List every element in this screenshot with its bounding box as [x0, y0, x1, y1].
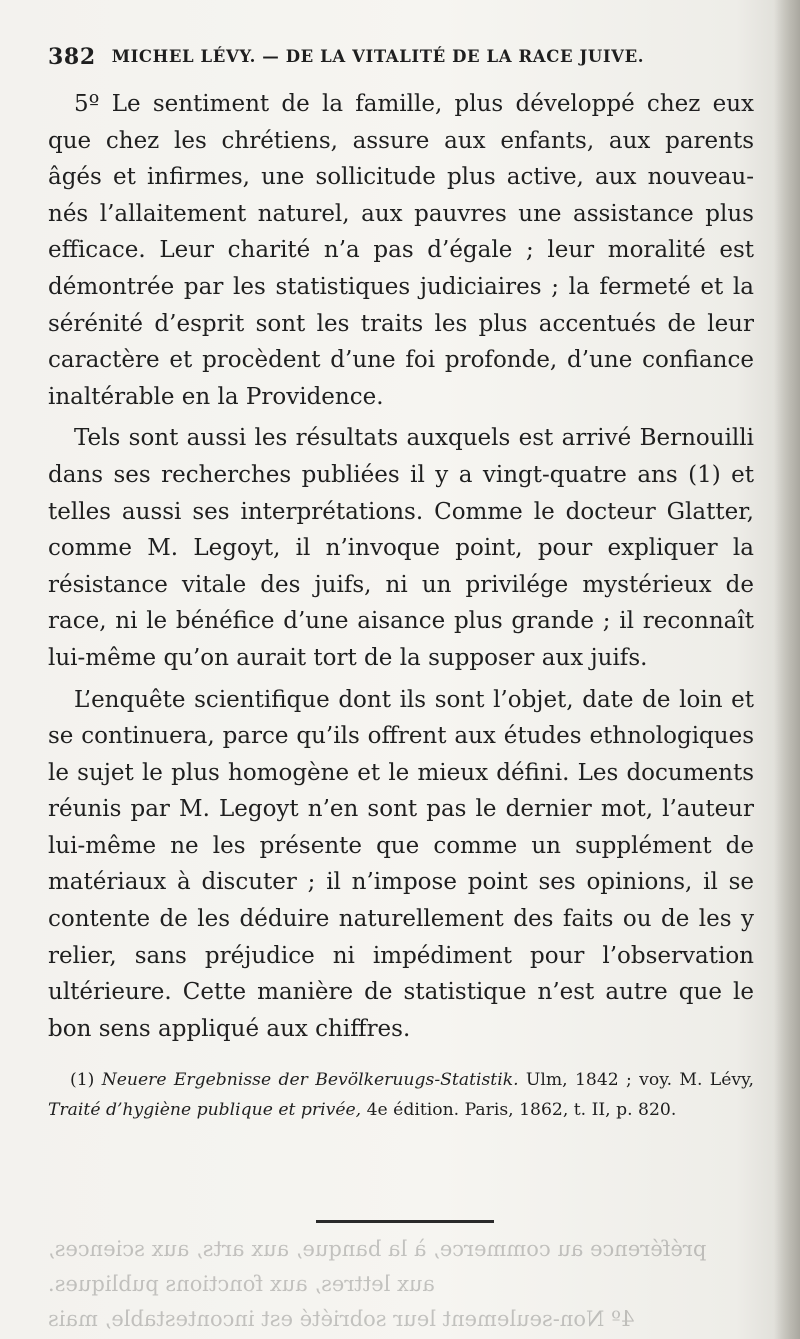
paragraph-3: L’enquête scientifique dont ils sont l’objet, date de loin et se continuera, parce qu’ils offrent aux études ethnologiques le sujet le plus homogène et le mieux défini. Les documents réunis par M. Legoyt n’en sont pas le dernier mot, l’auteur lui-même ne les présente que comme un supplément de matériaux à discuter ; il n’impose point ses opinions, il se contente de les déduire naturellement des faits ou de les y relier, sans préjudice ni impédiment pour l’observation ultérieure. Cette manière de statistique n’est autre que le bon sens appliqué aux chiffres. — [48, 686, 754, 1042]
footnote-title-1: Neuere Ergebnisse der Bevölkeruugs-Statistik. — [101, 1070, 519, 1090]
bleed-through-text — [48, 1232, 768, 1337]
footnote — [48, 1066, 754, 1125]
paragraph-1: 5º Le sentiment de la famille, plus développé chez eux que chez les chrétiens, assure aux enfants, aux parents âgés et infirmes, une sollicitude plus active, aux nouveau-nés l’allaitement naturel, aux pauvres une assistance plus efficace. Leur charité n’a pas d’égale ; leur moralité est démontrée par les statistiques judiciaires ; la fermeté et la sérénité d’esprit sont les traits les plus accentués de leur caractère et procèdent d’une foi profonde, d’une confiance inaltérable en la Providence. — [48, 91, 754, 410]
footnote-marker: (1) — [70, 1070, 95, 1090]
paragraph-2: Tels sont aussi les résultats auxquels est arrivé Bernouilli dans ses recherches publiées il y a vingt-quatre ans (1) et telles aussi ses interprétations. Comme le docteur Glatter, comme M. Legoyt, il n’invoque point, pour expliquer la résistance vitale des juifs, ni un privilége mystérieux de race, ni le bénéfice d’une aisance plus grande ; il reconnaît lui-même qu’on aurait tort de la supposer aux juifs. — [48, 425, 754, 671]
footnote-title-2: Traité d’hygiène publique et privée, — [48, 1099, 362, 1120]
page-number: 382 — [48, 44, 96, 70]
footnote-text — [48, 1066, 754, 1125]
footnote-text-1: Ulm, 1842 ; voy. M. Lévy, — [518, 1070, 754, 1090]
body-text — [48, 86, 754, 1047]
running-header — [48, 44, 748, 70]
end-rule — [316, 1220, 494, 1223]
bleed-line: 4º Non-seulement leur sobriété est incontestable, mais — [48, 1307, 635, 1331]
page-gutter-shadow — [774, 0, 800, 1339]
footnote-text-2: 4e édition. Paris, 1862, t. II, p. 820. — [361, 1099, 677, 1120]
bleed-line: aux lettres, aux fonctions publiques. — [48, 1272, 435, 1296]
running-title: MICHEL LÉVY. — DE LA VITALITÉ DE LA RACE JUIVE. — [111, 47, 645, 66]
bleed-line: préférence au commerce, à la banque, aux arts, aux sciences, — [48, 1237, 707, 1261]
